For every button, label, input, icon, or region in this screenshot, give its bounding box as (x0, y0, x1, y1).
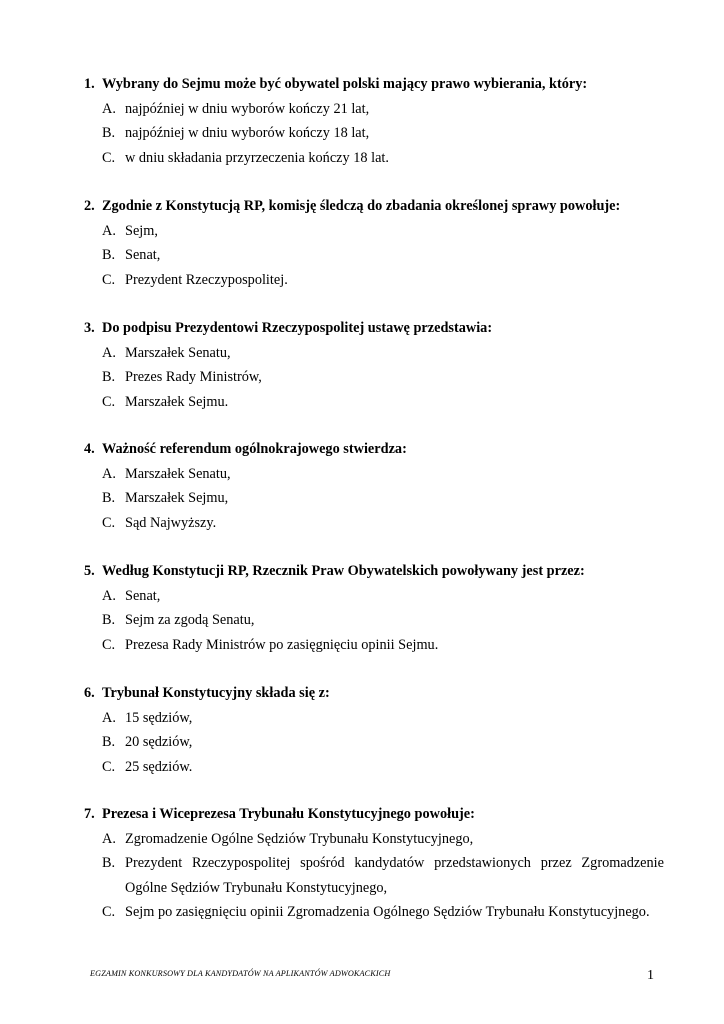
question-number: 7. (84, 806, 95, 822)
answer-list (84, 345, 664, 410)
answer-continuation: Ogólne Sędziów Trybunału Konstytucyjnego, (125, 879, 388, 896)
answer-text: Marszałek Sejmu. (125, 393, 229, 410)
answer-list (84, 831, 664, 921)
answer-option (84, 831, 664, 847)
page-number: 1 (647, 968, 654, 983)
answer-list (84, 588, 664, 653)
answer-letter: C. (102, 271, 116, 288)
answer-option (84, 588, 664, 604)
answer-text: Prezydent Rzeczypospolitej spośród kandydatów przedstawionych przez Zgromadzenie (125, 855, 664, 871)
answer-letter: A. (102, 709, 116, 726)
question-7 (84, 806, 664, 920)
answer-option (84, 223, 664, 239)
answer-option (84, 150, 664, 166)
answer-option (84, 637, 664, 653)
question-title (84, 198, 664, 214)
question-title (84, 563, 664, 579)
question-text: Zgodnie z Konstytucją RP, komisję śledczą do zbadania określonej sprawy powołuje: (102, 198, 621, 214)
question-number: 1. (84, 76, 95, 92)
answer-option (84, 734, 664, 750)
answer-letter: B. (102, 247, 116, 263)
answer-letter: C. (102, 393, 116, 410)
answer-option (84, 369, 664, 385)
answer-list (84, 101, 664, 166)
answer-text: 25 sędziów. (125, 758, 193, 775)
answer-letter: C. (102, 149, 116, 166)
answer-letter: A. (102, 830, 116, 847)
answer-text: 20 sędziów, (125, 734, 193, 750)
answer-option (84, 345, 664, 361)
answer-text: Sejm, (125, 222, 158, 239)
answer-text: Marszałek Senatu, (125, 465, 231, 482)
answer-text: Marszałek Sejmu, (125, 490, 229, 506)
question-text: Trybunał Konstytucyjny składa się z: (102, 685, 330, 701)
answer-letter: B. (102, 369, 116, 385)
question-number: 4. (84, 441, 95, 457)
question-number: 5. (84, 563, 95, 579)
answer-letter: B. (102, 490, 116, 506)
answer-option (84, 855, 664, 871)
question-text: Wybrany do Sejmu może być obywatel polski mający prawo wybierania, który: (102, 76, 588, 92)
answer-letter: C. (102, 758, 116, 775)
answer-letter: B. (102, 855, 116, 871)
answer-option (84, 101, 664, 117)
answer-option (84, 272, 664, 288)
answer-text: Senat, (125, 247, 161, 263)
answer-option (84, 612, 664, 628)
question-1 (84, 76, 664, 166)
answer-letter: B. (102, 612, 116, 628)
question-title (84, 320, 664, 336)
answer-option (84, 394, 664, 410)
question-4 (84, 441, 664, 531)
answer-text: Sąd Najwyższy. (125, 514, 217, 531)
question-title (84, 441, 664, 457)
question-text: Do podpisu Prezydentowi Rzeczypospolitej ustawę przedstawia: (102, 320, 493, 336)
answer-letter: A. (102, 465, 116, 482)
answer-option (84, 247, 664, 263)
answer-option (84, 759, 664, 775)
question-text: Według Konstytucji RP, Rzecznik Praw Obywatelskich powoływany jest przez: (102, 563, 585, 579)
answer-list (84, 710, 664, 775)
answer-text: Sejm po zasięgnięciu opinii Zgromadzenia Ogólnego Sędziów Trybunału Konstytucyjnego. (125, 904, 650, 920)
question-number: 6. (84, 685, 95, 701)
answer-letter: B. (102, 125, 116, 141)
answer-option (84, 904, 664, 920)
question-2 (84, 198, 664, 288)
question-number: 3. (84, 320, 95, 336)
answer-letter: C. (102, 904, 116, 920)
answer-list (84, 223, 664, 288)
question-title (84, 806, 664, 822)
answer-option (84, 490, 664, 506)
answer-option (84, 515, 664, 531)
answer-letter: B. (102, 734, 116, 750)
answer-text: Prezesa Rady Ministrów po zasięgnięciu opinii Sejmu. (125, 636, 439, 653)
answer-text: Zgromadzenie Ogólne Sędziów Trybunału Konstytucyjnego, (125, 830, 474, 847)
answer-text: najpóźniej w dniu wyborów kończy 21 lat, (125, 100, 370, 117)
question-6 (84, 685, 664, 775)
question-number: 2. (84, 198, 95, 214)
answer-letter: C. (102, 514, 116, 531)
answer-text: 15 sędziów, (125, 709, 193, 726)
answer-letter: A. (102, 587, 116, 604)
question-text: Prezesa i Wiceprezesa Trybunału Konstytucyjnego powołuje: (102, 806, 475, 822)
answer-text: Prezydent Rzeczypospolitej. (125, 271, 288, 288)
answer-text: w dniu składania przyrzeczenia kończy 18 lat. (125, 149, 389, 166)
answer-option (84, 125, 664, 141)
answer-letter: A. (102, 222, 116, 239)
answer-letter: A. (102, 100, 116, 117)
footer-exam-title: EGZAMIN KONKURSOWY DLA KANDYDATÓW NA APLIKANTÓW ADWOKACKICH (90, 969, 391, 978)
answer-list (84, 466, 664, 531)
question-text: Ważność referendum ogólnokrajowego stwierdza: (102, 441, 407, 457)
question-3 (84, 320, 664, 410)
answer-text: Senat, (125, 587, 161, 604)
answer-text: najpóźniej w dniu wyborów kończy 18 lat, (125, 125, 370, 141)
answer-text: Prezes Rady Ministrów, (125, 369, 262, 385)
answer-text: Marszałek Senatu, (125, 344, 231, 361)
question-title (84, 685, 664, 701)
answer-letter: A. (102, 344, 116, 361)
answer-option (84, 710, 664, 726)
answer-option (84, 466, 664, 482)
answer-text: Sejm za zgodą Senatu, (125, 612, 255, 628)
question-title (84, 76, 664, 92)
question-5 (84, 563, 664, 653)
answer-letter: C. (102, 636, 116, 653)
